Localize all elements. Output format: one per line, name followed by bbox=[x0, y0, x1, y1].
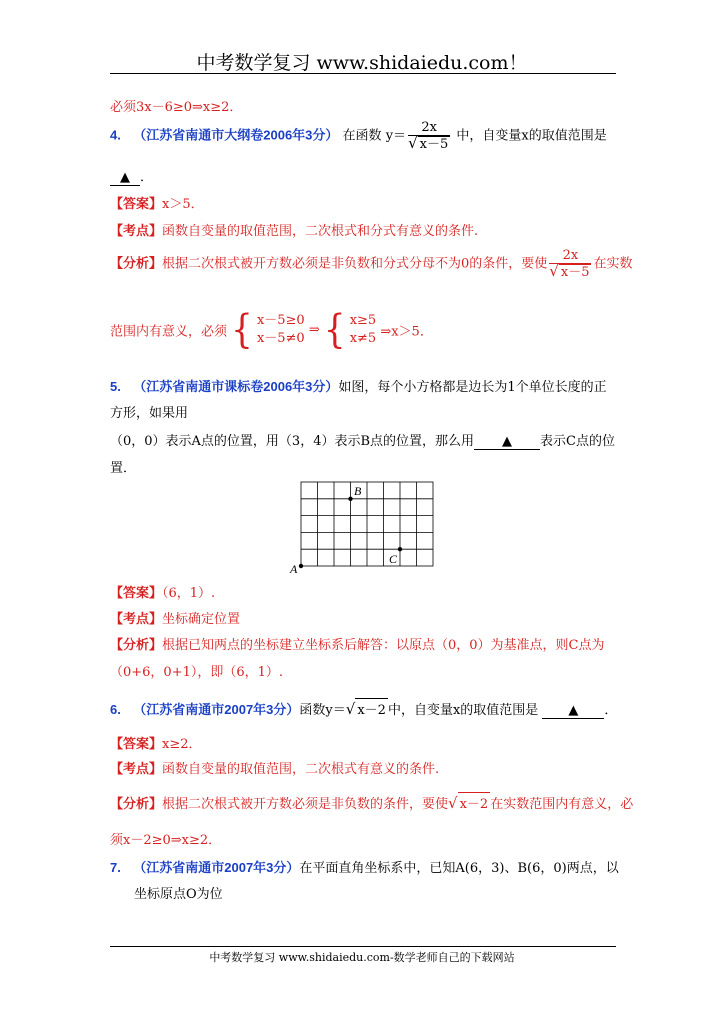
page-footer: 中考数学复习 www.shidaiedu.com-数学老师自己的下载网站 bbox=[209, 951, 515, 964]
left-brace-icon: { bbox=[231, 307, 253, 353]
header-rule bbox=[110, 73, 616, 74]
radical-sign-icon: √ bbox=[549, 262, 559, 280]
question-5-source: （江苏省南通市课标卷2006年3分） bbox=[133, 379, 339, 394]
question-5-analysis bbox=[110, 634, 605, 653]
point-text: 坐标确定位置 bbox=[162, 612, 241, 627]
question-4-blank-line bbox=[110, 166, 153, 186]
answer-blank: ▲ bbox=[542, 703, 604, 719]
analysis-text-1: 根据二次根式被开方数必须是非负数和分式分母不为0的条件，要使 bbox=[162, 256, 548, 272]
stem-text: （0，0）表示A点的位置，用（3，4）表示B点的位置，那么用 bbox=[110, 434, 475, 449]
fraction-denominator: x－5 bbox=[560, 265, 590, 280]
answer-label: 【答案】 bbox=[110, 737, 163, 752]
answer-blank: ▲ bbox=[474, 434, 540, 450]
question-5-stem-4: 置． bbox=[110, 461, 137, 476]
analysis-text-2: 在实数 bbox=[593, 256, 633, 272]
radicand: x－2 bbox=[355, 698, 388, 718]
answer-text: x≥2． bbox=[162, 737, 202, 752]
question-7-source: （江苏省南通市2007年3分） bbox=[133, 860, 300, 875]
system-line: x≠5 bbox=[349, 331, 377, 346]
answer-label: 【答案】 bbox=[110, 586, 163, 601]
stem-text: 函数y＝ bbox=[299, 703, 346, 718]
analysis-label: 【分析】 bbox=[110, 638, 163, 653]
point-text: 函数自变量的取值范围，二次根式有意义的条件. bbox=[162, 762, 440, 777]
system-line: x－5≠0 bbox=[256, 331, 305, 346]
question-5-number: 5. bbox=[110, 379, 121, 394]
question-7-number: 7. bbox=[110, 860, 121, 875]
point-c-label: C bbox=[389, 552, 398, 566]
question-4-analysis-cont bbox=[110, 307, 433, 353]
question-6-answer bbox=[110, 733, 202, 752]
left-brace-icon: { bbox=[323, 307, 346, 353]
question-6-source: （江苏省南通市2007年3分） bbox=[133, 702, 300, 717]
point-label: 【考点】 bbox=[110, 612, 163, 627]
answer-text: （6，1）. bbox=[162, 586, 216, 601]
question-4-number: 4. bbox=[110, 127, 121, 143]
radical-sign-icon: √ bbox=[448, 794, 458, 812]
point-label: 【考点】 bbox=[110, 762, 163, 777]
analysis-text-1: 根据二次根式被开方数必须是非负数的条件，要使 bbox=[162, 797, 449, 812]
question-4-point bbox=[110, 220, 478, 239]
question-6-analysis-cont: 须x－2≥0⇒x≥2． bbox=[110, 833, 222, 848]
question-4-fraction bbox=[408, 120, 450, 152]
fraction-numerator: 2x bbox=[421, 120, 437, 135]
question-6-number: 6. bbox=[110, 702, 121, 717]
analysis-label: 【分析】 bbox=[110, 256, 163, 272]
question-5-analysis-cont: （0+6，0+1），即（6，1）. bbox=[110, 665, 284, 680]
point-b-label: B bbox=[354, 484, 362, 498]
grid-figure bbox=[288, 478, 440, 578]
system-line: x≥5 bbox=[349, 313, 377, 328]
question-7-stem-1: 在平面直角坐标系中，已知A(6，3)、B(6，0)两点，以 bbox=[299, 861, 619, 876]
implies-arrow: ⇒ bbox=[308, 322, 320, 338]
point-a-dot bbox=[299, 564, 303, 568]
question-7-stem bbox=[110, 857, 619, 876]
question-6-point bbox=[110, 758, 439, 777]
analysis-fraction bbox=[549, 248, 591, 280]
fraction-denominator: x－5 bbox=[419, 137, 449, 152]
question-5-stem-1: 如图，每个小方格都是边长为1个单位长度的正 bbox=[338, 380, 607, 395]
analysis-label: 【分析】 bbox=[110, 797, 163, 812]
point-b-dot bbox=[348, 497, 352, 501]
point-label: 【考点】 bbox=[110, 224, 163, 239]
question-4-answer bbox=[110, 193, 204, 212]
question-4-stem-post: 中，自变量x的取值范围是 bbox=[456, 128, 607, 144]
answer-label: 【答案】 bbox=[110, 197, 163, 212]
question-4-source: （江苏省南通市大纲卷2006年3分） bbox=[133, 127, 339, 143]
period: ． bbox=[140, 170, 154, 185]
question-5-answer bbox=[110, 582, 215, 601]
grid-svg bbox=[288, 478, 440, 578]
question-5-stem bbox=[110, 376, 607, 395]
point-a-label: A bbox=[290, 562, 298, 576]
analysis-text-2: 在实数范围内有意义，必 bbox=[490, 797, 634, 812]
stem-text: 表示C点的位 bbox=[540, 434, 615, 449]
fraction-numerator: 2x bbox=[562, 248, 579, 263]
grid-lines bbox=[301, 482, 433, 566]
question-4-y-eq: y＝ bbox=[385, 128, 407, 144]
analysis-text-3: 范围内有意义，必须 bbox=[110, 324, 228, 340]
continued-analysis-line: 必须3x－6≥0⇒x≥2． bbox=[110, 100, 243, 115]
radical-sign-icon: √ bbox=[408, 134, 418, 152]
question-5-stem-2: 方形，如果用 bbox=[110, 406, 189, 421]
inequality-system-2 bbox=[350, 312, 377, 348]
system-line: x－5≥0 bbox=[256, 313, 305, 328]
question-4-stem bbox=[110, 120, 607, 152]
inequality-system-1 bbox=[257, 312, 305, 348]
answer-blank: ▲ bbox=[110, 170, 140, 186]
question-4-stem-pre: 在函数 bbox=[342, 128, 382, 144]
question-4-analysis bbox=[110, 248, 632, 280]
stem-text: 中，自变量x的取值范围是 bbox=[387, 703, 539, 718]
conclusion: ⇒x＞5． bbox=[380, 324, 433, 340]
radical-sign-icon: √ bbox=[345, 700, 356, 718]
question-6-analysis bbox=[110, 792, 633, 812]
page-header-title: 中考数学复习 www.shidaiedu.com！ bbox=[196, 52, 528, 74]
question-5-point bbox=[110, 608, 240, 627]
answer-text: x＞5． bbox=[162, 197, 204, 212]
question-5-stem-3 bbox=[110, 430, 615, 450]
question-6-stem bbox=[110, 698, 617, 719]
footer-rule bbox=[110, 946, 616, 947]
analysis-text-1: 根据已知两点的坐标建立坐标系后解答：以原点（0，0）为基准点，则C点为 bbox=[162, 638, 605, 653]
period: ． bbox=[604, 703, 618, 718]
radicand: x－2 bbox=[458, 792, 491, 812]
point-c-dot bbox=[398, 547, 402, 551]
question-7-stem-2: 坐标原点O为位 bbox=[134, 887, 223, 902]
point-text: 函数自变量的取值范围，二次根式和分式有意义的条件. bbox=[162, 224, 479, 239]
